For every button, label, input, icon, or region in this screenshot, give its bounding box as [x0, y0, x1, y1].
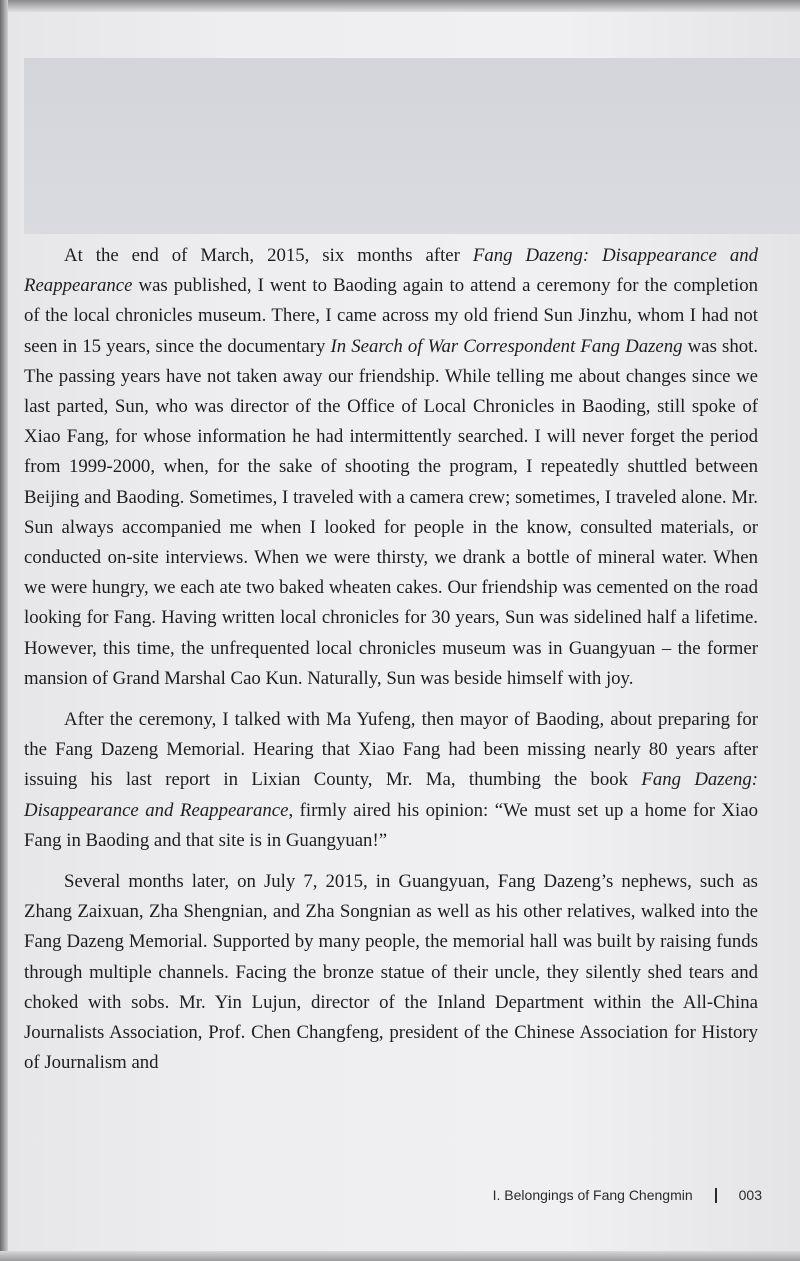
photo-placeholder	[24, 58, 800, 234]
paragraph-2	[24, 705, 758, 856]
chapter-title: I. Belongings of Fang Chengmin	[492, 1187, 693, 1203]
p2-text-c: , firmly aired his opinion: “We must set up a home for Xiao Fang in Baoding and that site is in Guangyuan!”	[24, 799, 758, 851]
footer-separator	[715, 1188, 717, 1203]
p1-text-e: was shot. The passing years have not taken away our friendship. While telling me about changes since we last parted, Sun, who was director of the Office of Local Chronicles in Baoding, still spoke of Xiao Fang, for whose information he had intermittently searched. I will never forget the period from 1999-2000, when, for the sake of shooting the program, I repeatedly shuttled between Beijing and Baoding. Sometimes, I traveled with a camera crew; sometimes, I traveled alone. Mr. Sun always accompanied me when I looked for people in the know, consulted materials, or conducted on-site interviews. When we were thirsty, we drank a bottle of mineral water. When we were hungry, we each ate two baked wheaten cakes. Our friendship was cemented on the road looking for Fang. Having written local chronicles for 30 years, Sun was sidelined half a lifetime. However, this time, the unfrequented local chronicles museum was in Guangyuan – the former mansion of Grand Marshal Cao Kun. Naturally, Sun was beside himself with joy.	[24, 335, 759, 689]
page-footer	[493, 1187, 762, 1203]
page-top-shadow	[0, 0, 800, 12]
p1-documentary-title: In Search of War Correspondent Fang Dazeng	[330, 335, 683, 357]
p2-text-a: After the ceremony, I talked with Ma Yufeng, then mayor of Baoding, about preparing for the Fang Dazeng Memorial. Hearing that Xiao Fang had been missing nearly 80 years after issuing his last report in Lixian County, Mr. Ma, thumbing the book	[24, 709, 758, 791]
paragraph-1	[24, 241, 758, 694]
page-left-shadow	[0, 0, 8, 1261]
paragraph-3: Several months later, on July 7, 2015, in Guangyuan, Fang Dazeng’s nephews, such as Zhang Zaixuan, Zha Shengnian, and Zha Songnian as well as his other relatives, walked into the Fang Dazeng Memorial. Supported by many people, the memorial hall was built by raising funds through multiple channels. Facing the bronze statue of their uncle, they silently shed tears and choked with sobs. Mr. Yin Lujun, director of the Inland Department within the All-China Journalists Association, Prof. Chen Changfeng, president of the Chinese Association for History of Journalism and	[24, 871, 758, 1074]
page-number: 003	[738, 1187, 762, 1203]
p2-book-title: Fang Dazeng: Disappearance and Reappearance	[24, 769, 758, 821]
p1-book-title: Fang Dazeng: Disappearance and Reappearance	[24, 245, 758, 297]
p1-text-c: was published, I went to Baoding again to attend a ceremony for the completion of the local chronicles museum. There, I came across my old friend Sun Jinzhu, whom I had not seen in 15 years, since the documentary	[24, 275, 758, 357]
p1-text-a: At the end of March, 2015, six months after	[64, 245, 473, 266]
page-bottom-edge	[0, 1251, 800, 1261]
body-text	[24, 241, 758, 1078]
